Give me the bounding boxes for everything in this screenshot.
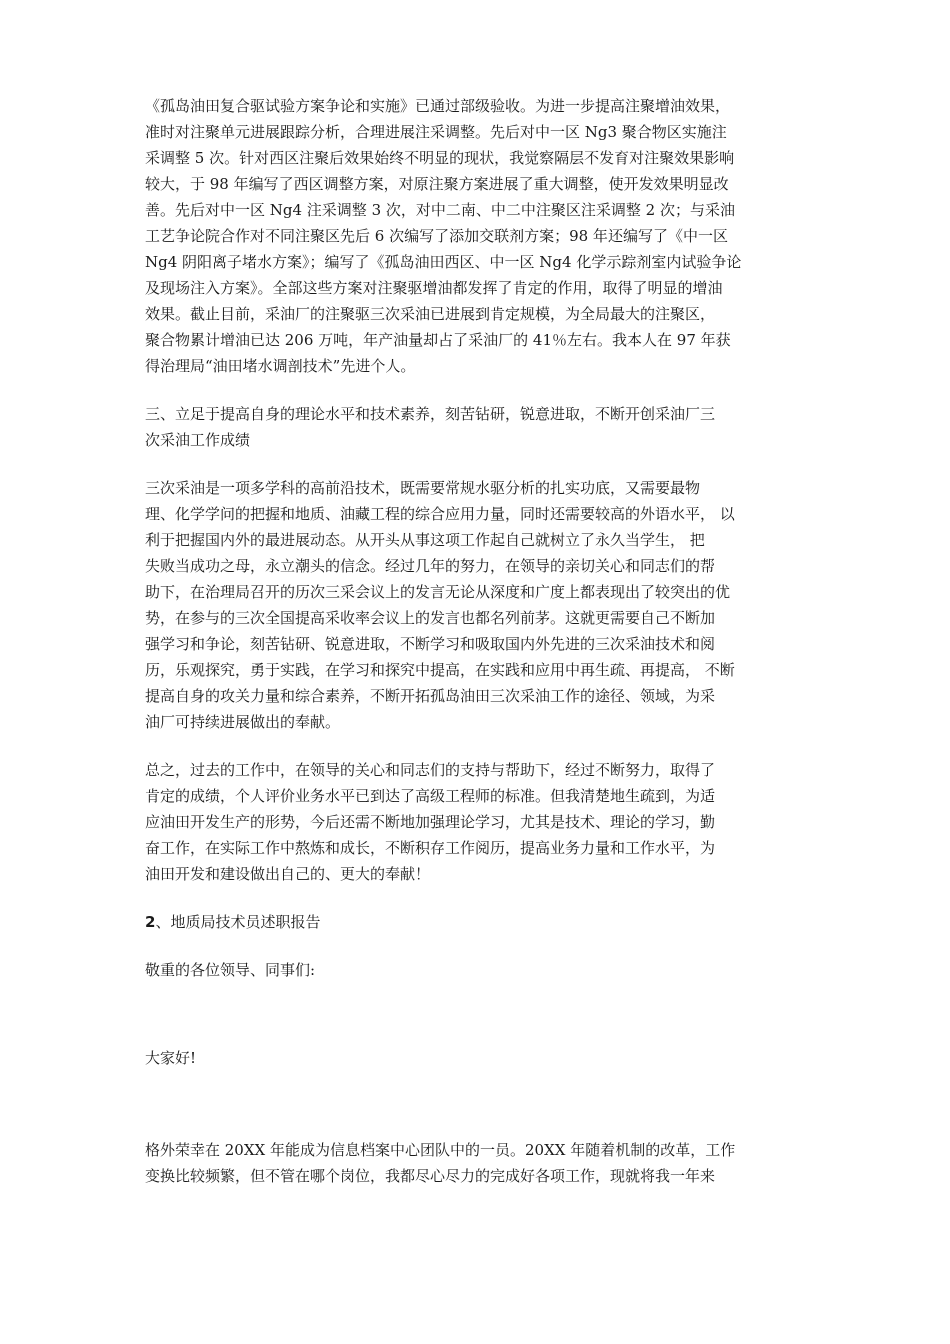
paragraph-tertiary-recovery: 三次采油是一项多学科的高前沿技术，既需要常规水驱分析的扎实功底，又需要最物 理、化学学问的把握和地质、油藏工程的综合应用力量，同时还需要较高的外语水平， 以 利于把握国内外的最进展动态。从开头从事这项工作起自己就树立了永久当学生， 把 失败当成功之母，永立潮头的信念。经过几年的努力，在领导的亲切关心和同志们的帮 助下，在治理局召开的历次三采会议上的发言无论从深度和广度上都表现出了较突出的优 势，在参与的三次全国提高采收率会议上的发言也都名列前茅。这就更需要自己不断加 强学习和争论，刻苦钻研、锐意进取，不断学习和吸取国内外先进的三次采油技术和阅 历，乐观探究，勇于实践，在学习和探究中提高，在实践和应用中再生疏、再提高， 不断 提高自身的攻关力量和综合素养，不断开拓孤岛油田三次采油工作的途径、领域，为采 油厂可持续进展做出的奉献。: [145, 479, 735, 731]
paragraph-injection-adjustment: 《孤岛油田复合驱试验方案争论和实施》已通过部级验收。为进一步提高注聚增油效果， 准时对注聚单元进展跟踪分析，合理进展注采调整。先后对中一区 Ng3 聚合物区实施注 采调整 5 次。针对西区注聚后效果始终不明显的现状，我觉察隔层不发育对注聚效果影响 较大，于 98 年编写了西区调整方案，对原注聚方案进展了重大调整，使开发效果明显改 善。先后对中一区 Ng4 注采调整 3 次，对中二南、中二中注聚区注采调整 2 次；与采油 工艺争论院合作对不同注聚区先后 6 次编写了添加交联剂方案；98 年还编写了《中一区 Ng4 阴阳离子堵水方案》；编写了《孤岛油田西区、中一区 Ng4 化学示踪剂室内试验争论 及现场注入方案》。全部这些方案对注聚驱增油都发挥了肯定的作用，取得了明显的增油 效果。截止目前，采油厂的注聚驱三次采油已进展到肯定规模，为全局最大的注聚区， 聚合物累计增油已达 206 万吨，年产油量却占了采油厂的 41％左右。我本人在 97 年获 得治理局“油田堵水调剖技术”先进个人。: [145, 97, 742, 375]
greeting-line: 敬重的各位领导、同事们:: [145, 961, 316, 979]
hello-line: 大家好!: [145, 1049, 197, 1067]
section-heading-three: 三、立足于提高自身的理论水平和技术素养，刻苦钻研，锐意进取，不断开创采油厂三 次采油工作成绩: [145, 405, 716, 449]
report-heading-2: [145, 909, 815, 935]
paragraph-intro: 格外荣幸在 20XX 年能成为信息档案中心团队中的一员。20XX 年随着机制的改革，工作 变换比较频繁，但不管在哪个岗位，我都尽心尽力的完成好各项工作，现就将我一年来: [145, 1141, 736, 1185]
paragraph-summary: 总之，过去的工作中，在领导的关心和同志们的支持与帮助下，经过不断努力，取得了 肯定的成绩，个人评价业务水平已到达了高级工程师的标准。但我清楚地生疏到，为适 应油田开发生产的形势，今后还需不断地加强理论学习，尤其是技术、理论的学习，勤 奋工作，在实际工作中熬炼和成长，不断积存工作阅历，提高业务力量和工作水平，为 油田开发和建设做出自己的、更大的奉献！: [145, 761, 716, 883]
report-heading-number: 2: [145, 913, 156, 931]
report-heading-title: 、地质局技术员述职报告: [155, 913, 321, 931]
document-page: [145, 93, 815, 1189]
